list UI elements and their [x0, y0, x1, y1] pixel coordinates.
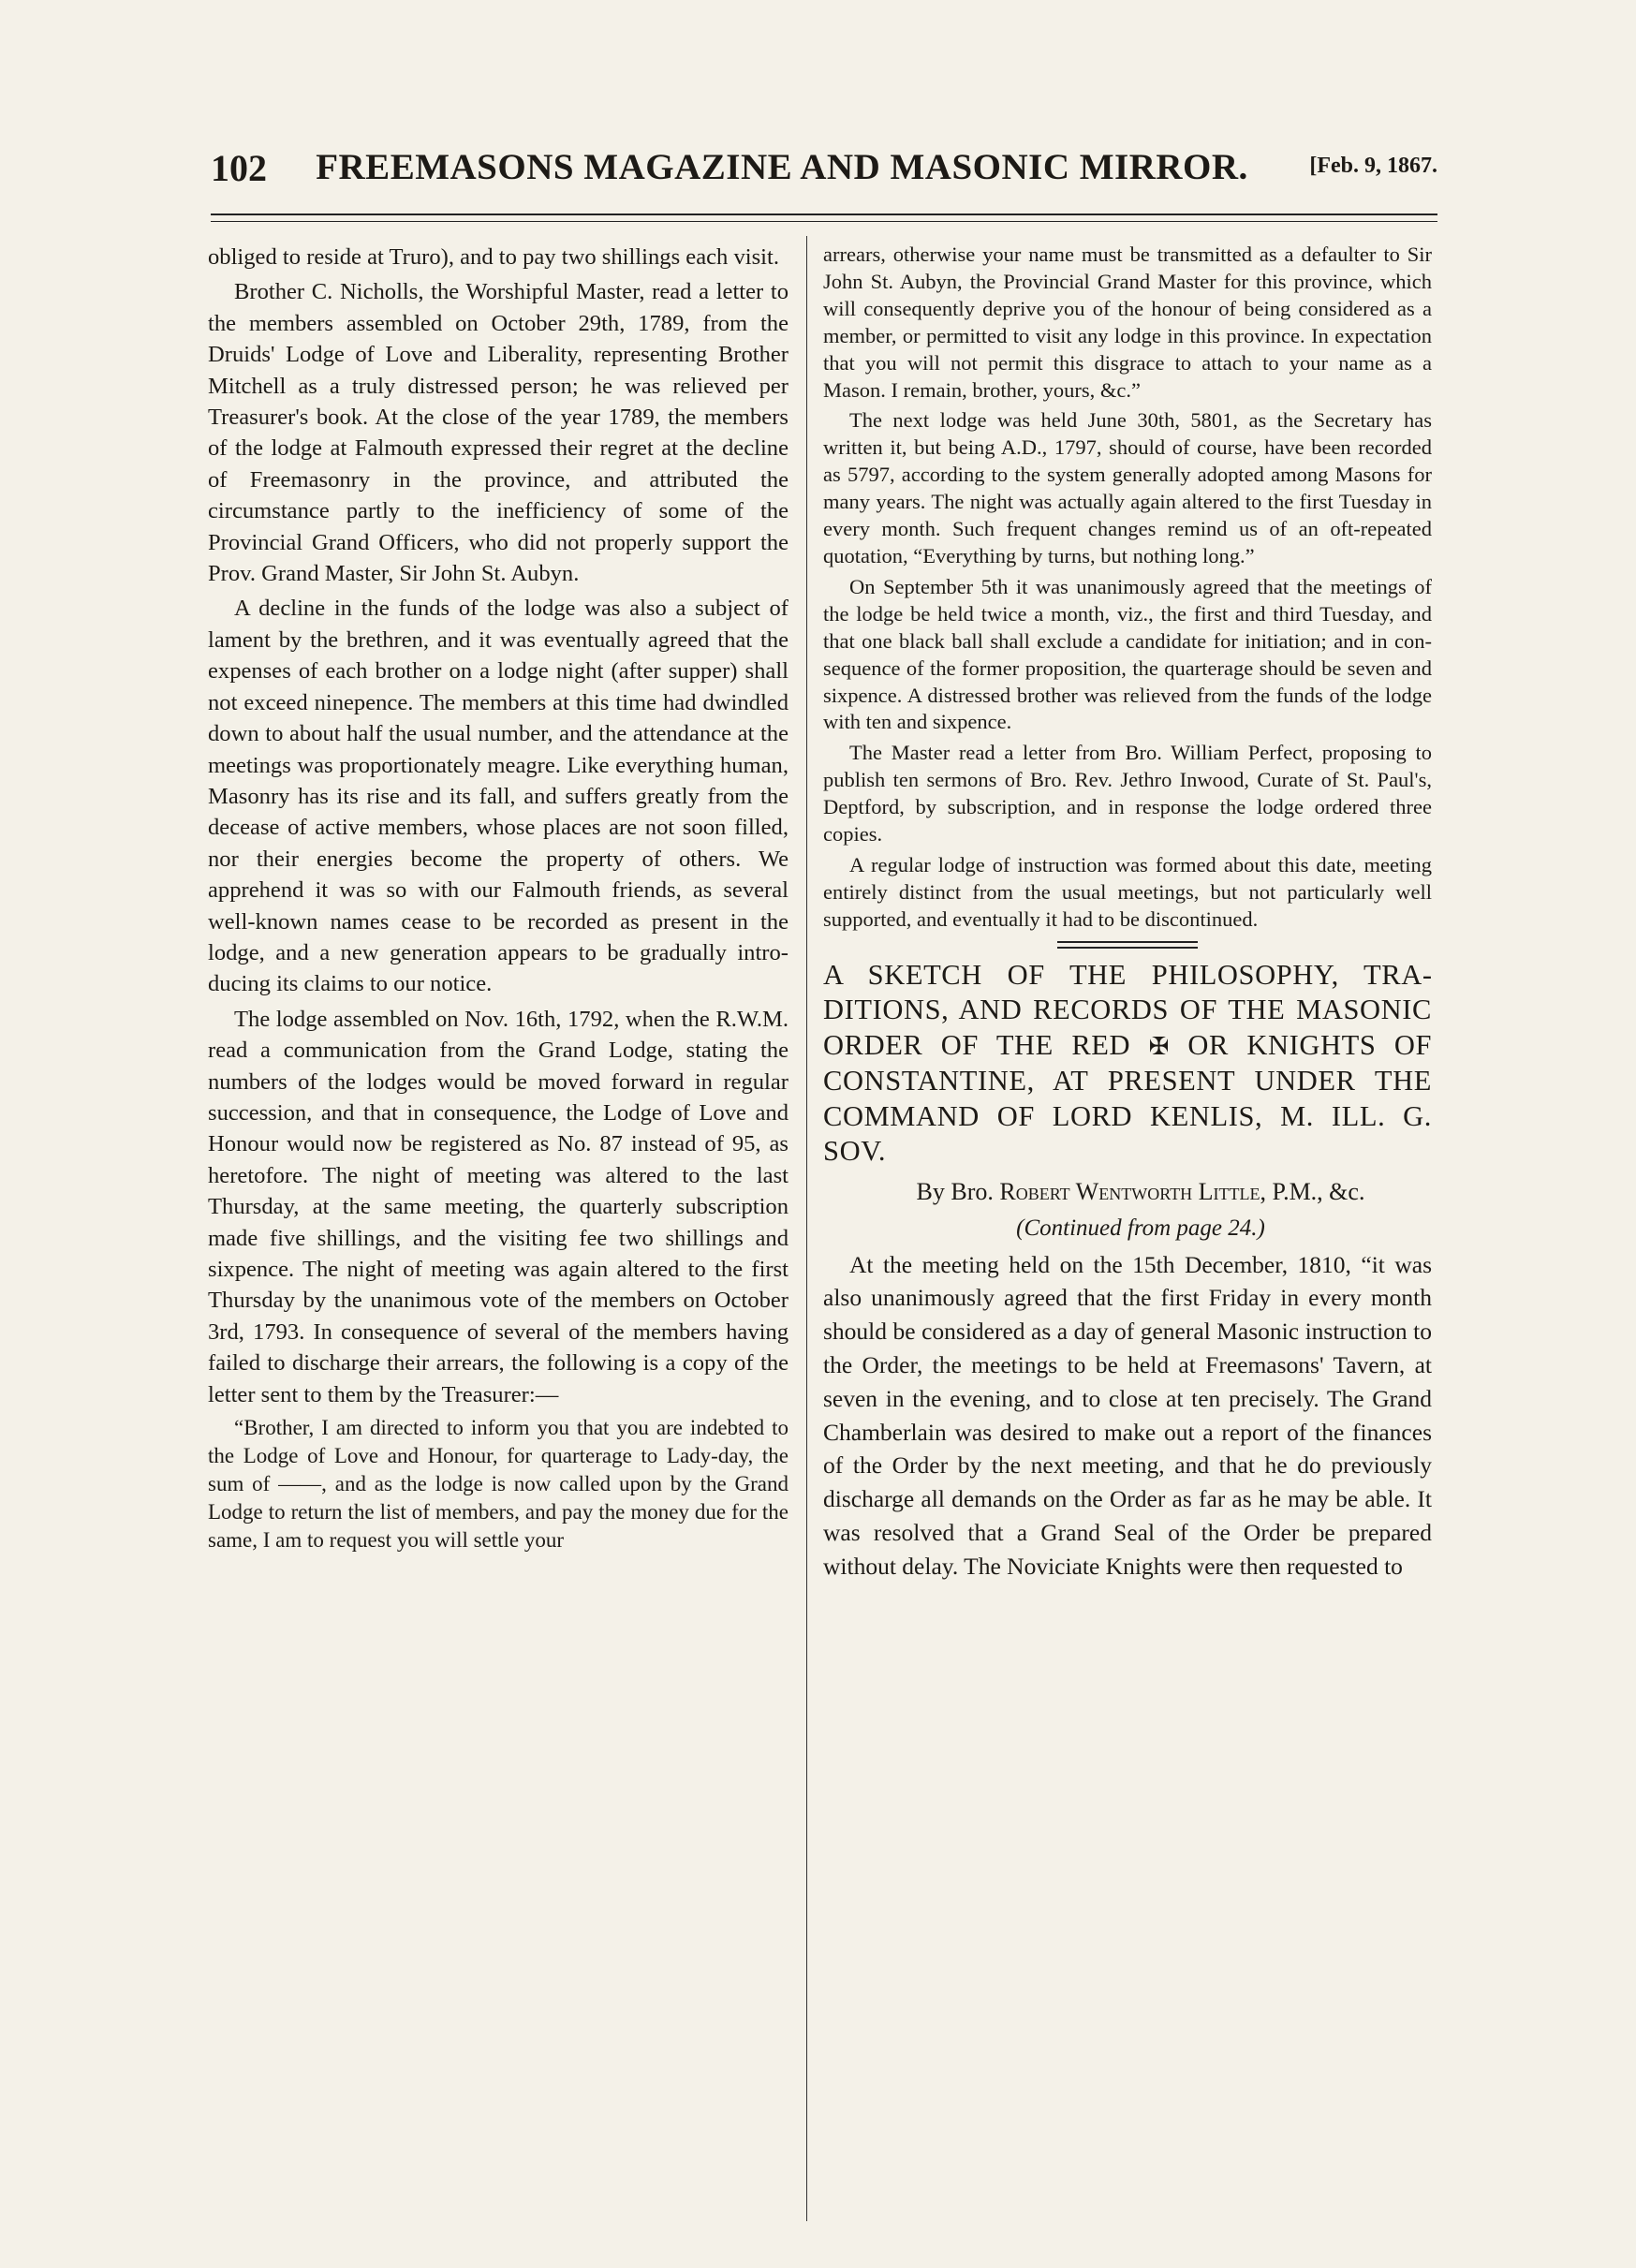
paragraph: obliged to reside at Truro), and to pay two shillings each visit. — [208, 244, 779, 270]
magazine-title: FREEMASONS MAGAZINE AND MASONIC MIRROR. — [316, 147, 1248, 187]
column-divider — [806, 236, 807, 2221]
paragraph: On September 5th it was unanimously agreed that the meetings of the lodge be held twice a month, viz., the first and third Tuesday, and that one black ball shall exclude a candidate for initiation; and in consequence of the former proposition, the quarterage should be seven and sixpence. A distressed brother was relieved from the funds of the lodge with ten and sixpence. — [823, 574, 1432, 734]
cross-icon: ✠ — [1148, 1032, 1170, 1060]
quoted-letter-continued: arrears, otherwise your name must be transmitted as a defaulter to Sir John St. Aubyn, the Provincial Grand Master for this province, which will consequently deprive you of the honour of being considered as a member, or permitted to visit any lodge in this province. In expectation that you will not permit this disgrace to attach to your name as a Mason. I remain, brother, yours, &c.” — [823, 243, 1432, 402]
section-divider — [1057, 941, 1198, 949]
continued-note: (Continued from page 24.) — [1016, 1215, 1265, 1241]
paragraph: A regular lodge of instruction was formed about this date, meeting entirely distinct from the usual meetings, but not particularly well supported, and eventually it had to be discontinued. — [823, 852, 1432, 931]
article-title — [823, 958, 1432, 1170]
paragraph: The next lodge was held June 30th, 5801, as the Secretary has written it, but being A.D., 1797, should of course, have been recorded as 5797, according to the system generally adopted among Masons for many years. The night was actually again altered to the first Tuesday in every month. Such frequent changes remind us of an oft-repeated quotation, “Everything by turns, but nothing long.” — [823, 408, 1432, 567]
article-title-part1: A SKETCH OF THE PHILOSOPHY, TRADITIONS, AND RECORDS OF THE MASONIC ORDER OF THE RED — [823, 958, 1432, 1061]
left-column — [208, 242, 789, 1558]
paragraph: At the meeting held on the 15th December, 1810, “it was also unanimously agreed that the first Friday in every month should be considered as a day of general Masonic instruction to the Order, the meetings to be held at Freemasons' Tavern, at seven in the evening, and to close at ten precisely. The Grand Chamberlain was desired to make out a report of the finances of the Order by the next meeting, and that he do previously discharge all demands on the Order as far as he may be able. It was resolved that a Grand Seal of the Order be prepared without delay. The Noviciate Knights were then requested to — [823, 1250, 1432, 1580]
paragraph: The Master read a letter from Bro. William Perfect, proposing to publish ten sermons of Bro. Rev. Jethro Inwood, Curate of St. Paul's, Deptford, by subscription, and in response the lodge ordered three copies. — [823, 741, 1432, 847]
page-header — [211, 140, 1437, 197]
header-rule — [211, 214, 1437, 215]
byline-suffix: , P.M., &c. — [1260, 1177, 1365, 1205]
paragraph: A decline in the funds of the lodge was also a subject of lament by the brethren, and it was eventually agreed that the expenses of each brother on a lodge night (after supper) shall not exceed ninepence. The members at this time had dwindled down to about half the usual number, and the attendance at the meetings was proportionately meagre. Like everything human, Masonry has its rise and its fall, and suffers greatly from the decease of active members, whose places are not soon filled, nor their energies become the property of others. We apprehend it was so with our Falmouth friends, as several well-known names cease to be recorded as present in the lodge, and a new generation appears to be gradually introducing its claims to our notice. — [208, 596, 789, 997]
article-title-part2: OR KNIGHTS OF CONSTANTINE, AT PRESENT UNDER THE COMMAND OF LORD KENLIS, M. ILL. G. SOV. — [823, 1028, 1433, 1168]
header-rule-thin — [211, 221, 1437, 222]
paragraph: Brother C. Nicholls, the Worshipful Master, read a letter to the members assembled on October 29th, 1789, from the Druids' Lodge of Love and Liberality, representing Brother Mitchell as a truly distressed person; he was relieved per Treasurer's book. At the close of the year 1789, the members of the lodge at Falmouth expressed their regret at the decline of Freemasonry in the province, and attributed the circumstance partly to the inefficiency of some of the Provincial Grand Officers, who did not properly support the Prov. Grand Master, Sir John St. Aubyn. — [208, 279, 789, 587]
author-name: Robert Wentworth Little — [999, 1177, 1260, 1205]
byline-prefix: By Bro. — [916, 1177, 994, 1205]
byline — [823, 1175, 1432, 1209]
page-number: 102 — [211, 147, 267, 189]
right-column — [823, 242, 1432, 1587]
issue-date: [Feb. 9, 1867. — [1309, 154, 1437, 178]
quoted-letter: “Brother, I am directed to inform you that you are indebted to the Lodge of Love and Honour, for quarterage to Lady-day, the sum of ——, and as the lodge is now called upon by the Grand Lodge to return the list of members, and pay the money due for the same, I am to request you will settle your — [208, 1416, 789, 1553]
paragraph: The lodge assembled on Nov. 16th, 1792, when the R.W.M. read a communication from the Grand Lodge, stating the numbers of the lodges would be moved forward in regular succession, and that in consequence, the Lodge of Love and Honour would now be registered as No. 87 instead of 95, as heretofore. The night of meeting was altered to the last Thursday, at the same meeting, the quarterly subscription made five shillings, and the visiting fee two shillings and sixpence. The night of meeting was again altered to the first Thursday by the unanimous vote of the members on October 3rd, 1793. In consequence of several of the members having failed to discharge their arrears, the following is a copy of the letter sent to them by the Treasurer:— — [208, 1006, 789, 1407]
